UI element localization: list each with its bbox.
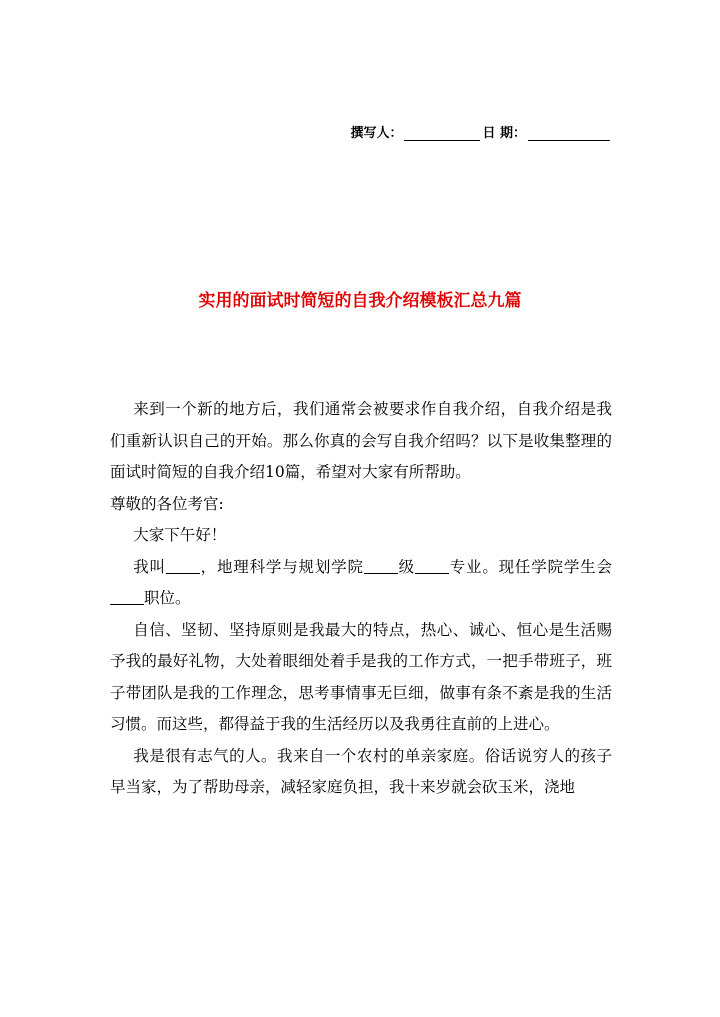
date-blank <box>528 126 610 141</box>
major-blank <box>415 557 449 574</box>
self-intro-text-1: 我叫 <box>133 557 166 576</box>
self-intro-text-3: 级 <box>397 557 415 576</box>
self-intro-paragraph <box>110 552 612 615</box>
greeting: 大家下午好！ <box>133 526 227 544</box>
self-intro-text-5: 职位。 <box>144 589 191 607</box>
position-blank <box>110 588 144 605</box>
self-intro-text-2: ，地理科学与规划学院 <box>199 557 364 576</box>
traits-paragraph: 自信、坚韧、坚持原则是我最大的特点，热心、诚心、恒心是生活赐予我的最好礼物，大处着眼细处着手是我的工作方式，一把手带班子，班子带团队是我的工作理念，思考事情事无巨细，做事有条不紊是我的生活习惯。而这些，都得益于我的生活经历以及我勇往直前的上进心。 <box>110 620 612 733</box>
author-blank <box>404 126 480 141</box>
document-header <box>350 122 612 141</box>
salutation: 尊敬的各位考官: <box>110 494 224 513</box>
background-paragraph: 我是很有志气的人。我来自一个农村的单亲家庭。俗话说穷人的孩子早当家，为了帮助母亲，减轻家庭负担，我十来岁就会砍玉米，浇地 <box>110 746 612 796</box>
self-intro-text-4: 专业。现任学院学生会 <box>448 557 612 576</box>
intro-paragraph: 来到一个新的地方后，我们通常会被要求作自我介绍，自我介绍是我们重新认识自己的开始。那么你真的会写自我介绍吗？以下是收集整理的面试时简短的自我介绍10篇，希望对大家有所帮助。 <box>110 400 612 481</box>
grade-blank <box>364 557 398 574</box>
document-body <box>110 394 612 804</box>
date-label: 日 期： <box>482 126 526 141</box>
name-blank <box>166 557 200 574</box>
document-title: 实用的面试时简短的自我介绍模板汇总九篇 <box>198 291 522 311</box>
author-label: 撰写人： <box>350 126 403 141</box>
